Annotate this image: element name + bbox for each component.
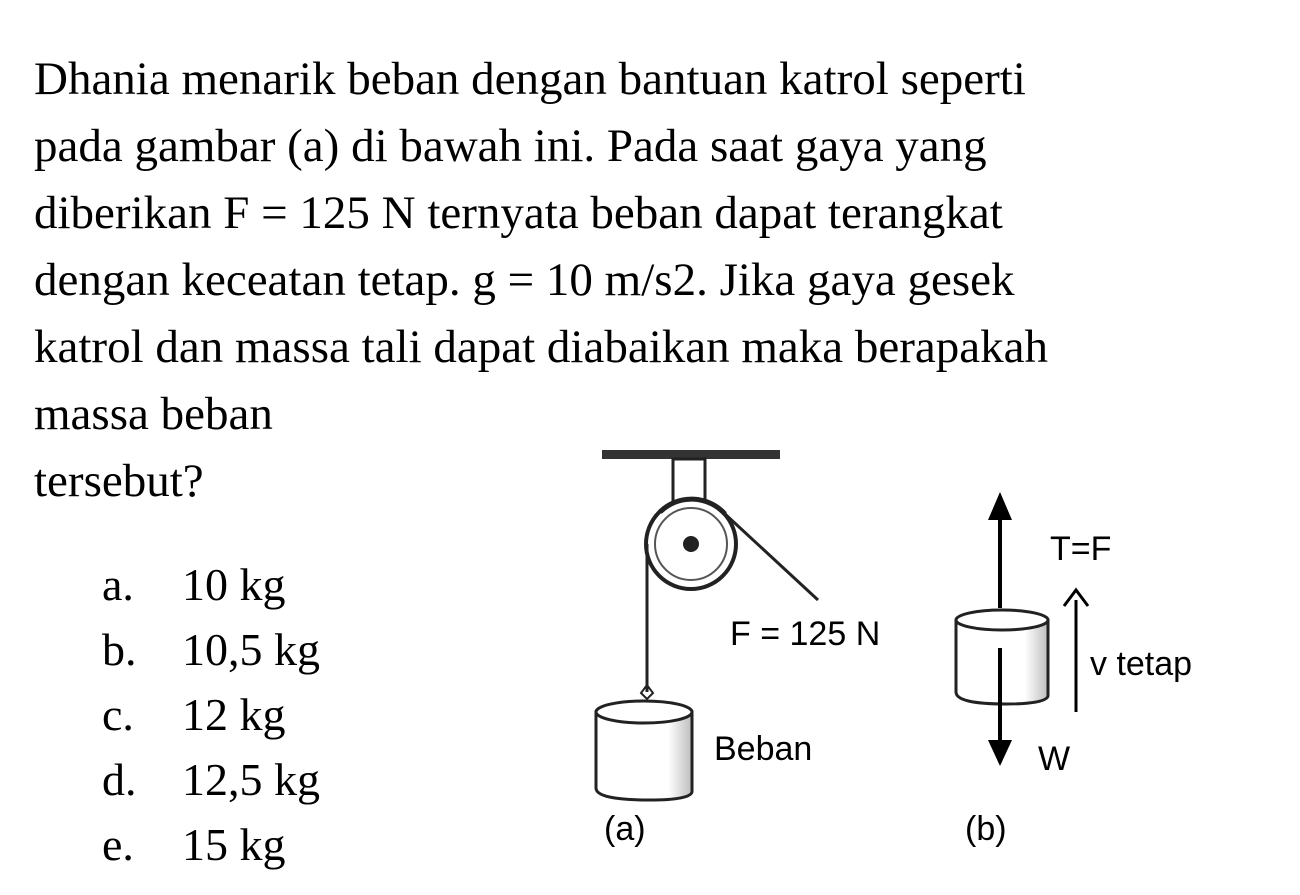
question-line-3: diberikan F = 125 N ternyata beban dapat terangkat [34,187,1003,239]
velocity-label: v tetap [1090,645,1193,683]
velocity-arrow-icon [1064,590,1088,712]
option-text: 12,5 kg [182,754,320,805]
pulley-figure [560,430,1260,890]
option-e[interactable] [102,812,320,877]
caption-b: (b) [965,810,1007,848]
caption-a: (a) [604,810,646,848]
rope-pull [725,514,818,600]
option-letter: b. [102,624,137,675]
option-letter: a. [102,559,134,610]
option-a[interactable] [102,552,320,617]
option-text: 10 kg [182,559,286,610]
tension-label: T=F [1050,530,1112,568]
option-text: 15 kg [182,819,286,870]
option-letter: d. [102,754,137,805]
weight-label: W [1038,740,1071,778]
pulley-wheel [646,499,736,589]
answer-options [102,552,320,877]
tension-arrow-icon [988,492,1012,608]
question-line-2: pada gambar (a) di bawah ini. Pada saat gaya yang [34,120,987,172]
option-b[interactable] [102,617,320,682]
question-line-4: dengan keceatan tetap. g = 10 m/s2. Jika gaya gesek [34,254,1015,306]
load-cylinder-icon [596,701,692,800]
force-label: F = 125 N [730,615,881,653]
option-c[interactable] [102,682,320,747]
question-line-6: massa beban [34,388,273,440]
question-line-7: tersebut? [34,455,204,507]
load-label: Beban [714,730,813,768]
question-line-1: Dhania menarik beban dengan bantuan katrol seperti [34,53,1026,105]
option-text: 10,5 kg [182,624,320,675]
question-line-5: katrol dan massa tali dapat diabaikan maka berapakah [34,321,1048,373]
option-letter: c. [102,689,134,740]
option-letter: e. [102,819,134,870]
option-text: 12 kg [182,689,286,740]
option-d[interactable] [102,747,320,812]
